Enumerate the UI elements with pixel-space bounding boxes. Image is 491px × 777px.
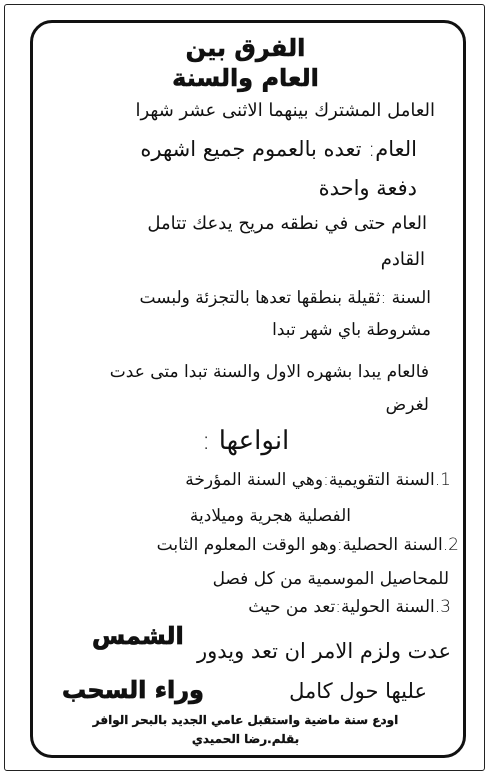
type-line-1: 1.السنة التقويمية:وهي السنة المؤرخة [185, 470, 451, 490]
text-line-1: العامل المشترك بينهما الاثنى عشر شهرا [135, 100, 435, 121]
text-line-8: فالعام يبدا بشهره الاول والسنة تبدا متى عدت [109, 362, 429, 382]
type-line-3: 2.السنة الحصلية:وهو الوقت المعلوم الثابت [156, 535, 459, 555]
callout-sun: الشمس [92, 622, 184, 650]
text-line-7: مشروطة باي شهر تبدا [272, 320, 431, 340]
type-line-6: عدت ولزم الامر ان تعد ويدور [196, 639, 451, 663]
text-line-4: العام حتى في نطقه مريح يدعك تتامل [147, 213, 427, 234]
types-heading: انواعها : [201, 426, 290, 456]
text-line-2: العام: تعده بالعموم جميع اشهره [140, 137, 417, 161]
text-line-3: دفعة واحدة [318, 176, 417, 200]
footer-signature: بقلم.رضا الحميدي [191, 732, 300, 746]
type-line-7: عليها حول كامل [289, 679, 427, 703]
title-line-1: الفرق بين [185, 34, 306, 62]
text-line-6: السنة :ثقيلة بنطقها تعدها بالتجزئة ولبست [139, 288, 431, 308]
title-line-2: العام والسنة [172, 64, 319, 92]
type-line-2: الفصلية هجرية وميلادية [189, 506, 351, 526]
text-line-9: لغرض [385, 395, 429, 415]
footer-line-1: اودع سنة ماضية واستقبل عامي الجديد بالبحر الوافر [92, 713, 399, 727]
type-line-5: 3.السنة الحولية:تعد من حيث [248, 597, 451, 617]
callout-clouds: وراء السحب [62, 676, 204, 704]
type-line-4: للمحاصيل الموسمية من كل فصل [212, 569, 449, 589]
text-line-5: القادم [380, 249, 425, 270]
